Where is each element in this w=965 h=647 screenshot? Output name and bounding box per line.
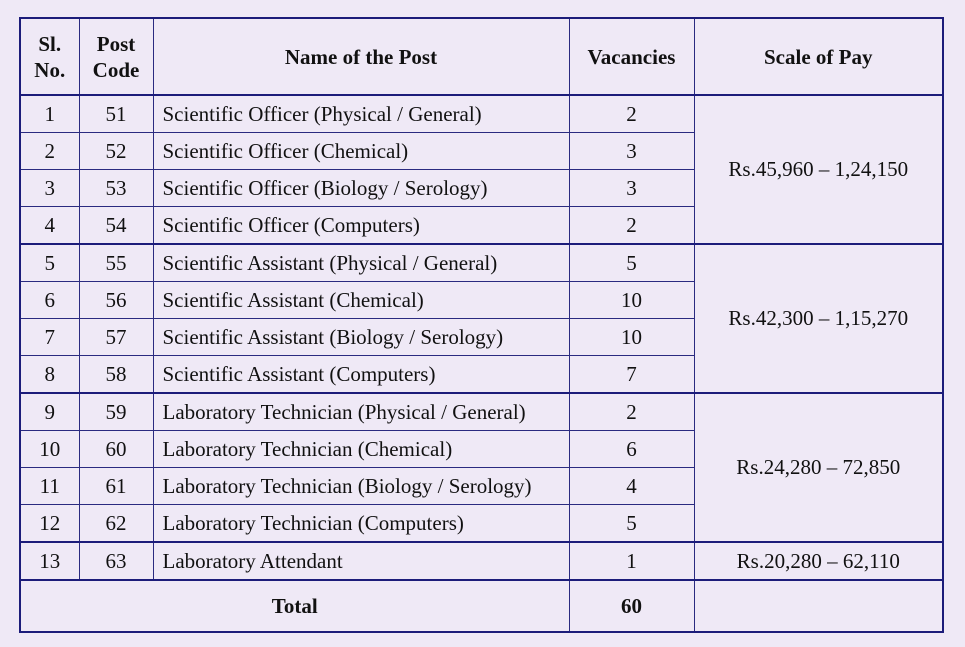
post-name-cell: Scientific Assistant (Biology / Serology) <box>153 319 569 356</box>
vacancies-cell: 2 <box>569 393 694 431</box>
post-code-cell: 55 <box>79 244 153 282</box>
post-name-cell: Laboratory Technician (Chemical) <box>153 431 569 468</box>
sl-no-cell: 5 <box>20 244 79 282</box>
vacancies-cell: 7 <box>569 356 694 394</box>
post-code-cell: 60 <box>79 431 153 468</box>
sl-no-cell: 13 <box>20 542 79 580</box>
header-sl-no <box>20 18 79 95</box>
vacancies-cell: 10 <box>569 282 694 319</box>
header-scale-of-pay: Scale of Pay <box>694 18 943 95</box>
sl-no-cell: 2 <box>20 133 79 170</box>
vacancies-cell: 2 <box>569 207 694 245</box>
total-row <box>20 580 943 632</box>
header-post-code-text: Post Code <box>92 31 140 82</box>
table-row <box>20 95 943 133</box>
vacancies-cell: 5 <box>569 505 694 543</box>
vacancies-cell: 10 <box>569 319 694 356</box>
post-name-cell: Scientific Assistant (Chemical) <box>153 282 569 319</box>
vacancies-cell: 4 <box>569 468 694 505</box>
post-name-cell: Scientific Officer (Biology / Serology) <box>153 170 569 207</box>
post-code-cell: 52 <box>79 133 153 170</box>
header-post-code <box>79 18 153 95</box>
table-row <box>20 393 943 431</box>
total-label: Total <box>20 580 569 632</box>
header-vacancies: Vacancies <box>569 18 694 95</box>
post-code-cell: 58 <box>79 356 153 394</box>
post-name-cell: Laboratory Attendant <box>153 542 569 580</box>
sl-no-cell: 8 <box>20 356 79 394</box>
post-name-cell: Scientific Assistant (Physical / General) <box>153 244 569 282</box>
post-code-cell: 51 <box>79 95 153 133</box>
total-empty-cell <box>694 580 943 632</box>
vacancies-cell: 5 <box>569 244 694 282</box>
vacancies-cell: 3 <box>569 170 694 207</box>
vacancies-cell: 6 <box>569 431 694 468</box>
scale-of-pay-cell: Rs.45,960 – 1,24,150 <box>694 95 943 244</box>
post-name-cell: Laboratory Technician (Physical / General) <box>153 393 569 431</box>
scale-of-pay-cell: Rs.42,300 – 1,15,270 <box>694 244 943 393</box>
post-code-cell: 59 <box>79 393 153 431</box>
vacancy-table <box>19 17 944 633</box>
sl-no-cell: 11 <box>20 468 79 505</box>
sl-no-cell: 12 <box>20 505 79 543</box>
post-code-cell: 54 <box>79 207 153 245</box>
scale-of-pay-cell: Rs.24,280 – 72,850 <box>694 393 943 542</box>
sl-no-cell: 1 <box>20 95 79 133</box>
header-sl-no-text: Sl. No. <box>34 31 66 82</box>
vacancies-cell: 1 <box>569 542 694 580</box>
post-code-cell: 62 <box>79 505 153 543</box>
sl-no-cell: 9 <box>20 393 79 431</box>
header-row <box>20 18 943 95</box>
post-code-cell: 63 <box>79 542 153 580</box>
post-name-cell: Laboratory Technician (Computers) <box>153 505 569 543</box>
sl-no-cell: 10 <box>20 431 79 468</box>
post-name-cell: Laboratory Technician (Biology / Serology) <box>153 468 569 505</box>
sl-no-cell: 3 <box>20 170 79 207</box>
scale-of-pay-cell: Rs.20,280 – 62,110 <box>694 542 943 580</box>
sl-no-cell: 6 <box>20 282 79 319</box>
table-row <box>20 542 943 580</box>
post-code-cell: 56 <box>79 282 153 319</box>
header-post-name: Name of the Post <box>153 18 569 95</box>
sl-no-cell: 4 <box>20 207 79 245</box>
sl-no-cell: 7 <box>20 319 79 356</box>
table-row <box>20 244 943 282</box>
post-code-cell: 53 <box>79 170 153 207</box>
post-name-cell: Scientific Officer (Computers) <box>153 207 569 245</box>
post-code-cell: 57 <box>79 319 153 356</box>
vacancies-cell: 2 <box>569 95 694 133</box>
post-code-cell: 61 <box>79 468 153 505</box>
post-name-cell: Scientific Officer (Chemical) <box>153 133 569 170</box>
vacancies-cell: 3 <box>569 133 694 170</box>
post-name-cell: Scientific Officer (Physical / General) <box>153 95 569 133</box>
total-vacancies: 60 <box>569 580 694 632</box>
post-name-cell: Scientific Assistant (Computers) <box>153 356 569 394</box>
